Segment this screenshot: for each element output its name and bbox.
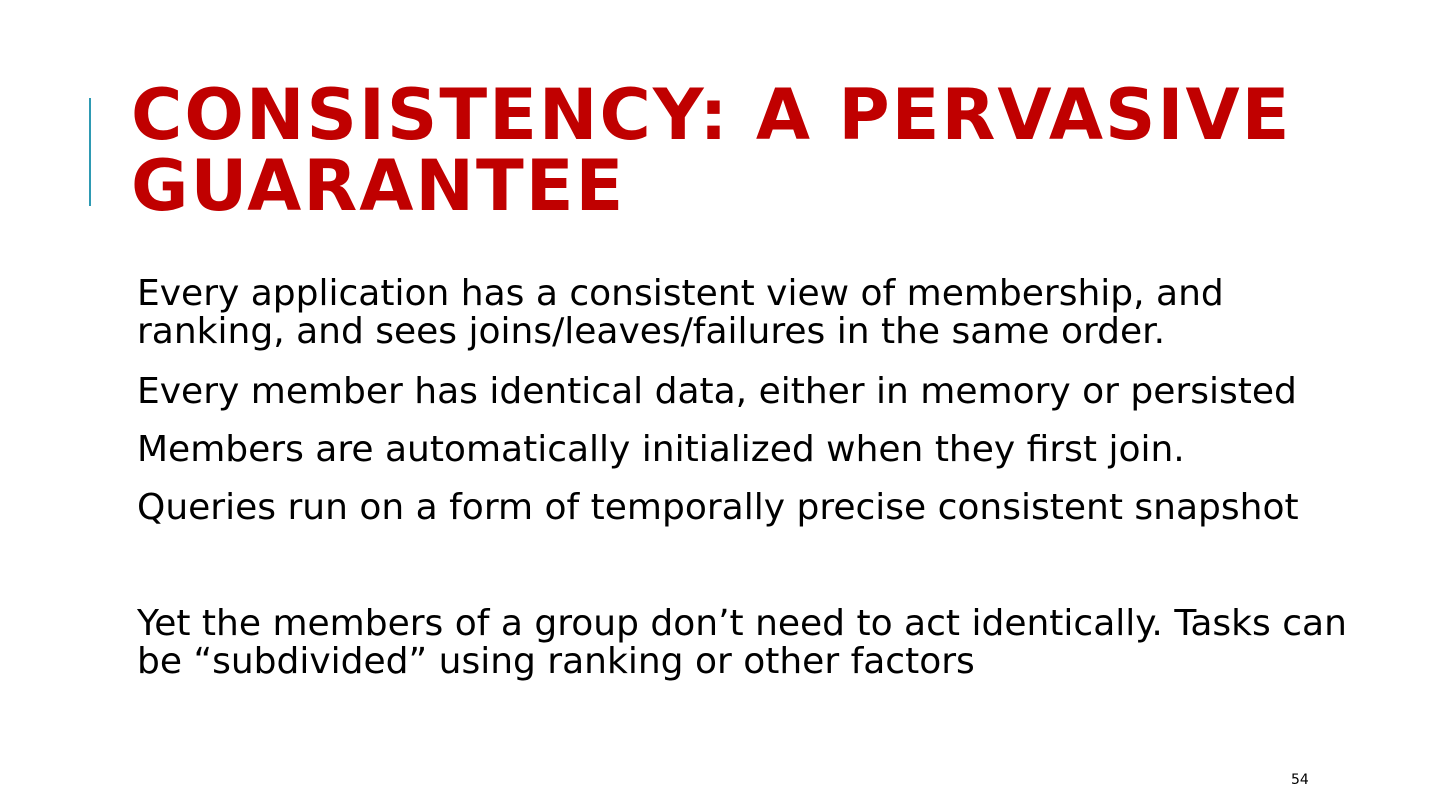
body-paragraph-membership xyxy=(137,275,1224,351)
body-paragraph-line: ranking, and sees joins/leaves/failures in the same order. xyxy=(137,311,1166,352)
body-paragraph-line: Members are automatically initialized when they first join. xyxy=(137,429,1185,470)
body-paragraph-queries xyxy=(137,489,1299,527)
title-accent-bar xyxy=(89,98,91,206)
slide-title-line: CONSISTENCY: A PERVASIVE xyxy=(131,74,1292,156)
body-paragraph-identical-data xyxy=(137,373,1297,411)
body-paragraph-line: Every member has identical data, either in memory or persisted xyxy=(137,371,1297,412)
body-paragraph-line: Every application has a consistent view of membership, and xyxy=(137,273,1224,314)
body-paragraph-subdivided xyxy=(137,605,1347,681)
slide-title-line: GUARANTEE xyxy=(131,145,626,227)
body-paragraph-line: Queries run on a form of temporally precise consistent snapshot xyxy=(137,487,1299,528)
body-paragraph-line: Yet the members of a group don’t need to act identically. Tasks can xyxy=(137,603,1347,644)
page-number: 54 xyxy=(1291,772,1309,788)
slide-title xyxy=(131,74,1421,227)
body-paragraph-initialization xyxy=(137,431,1185,469)
body-paragraph-line: be “subdivided” using ranking or other factors xyxy=(137,641,975,682)
